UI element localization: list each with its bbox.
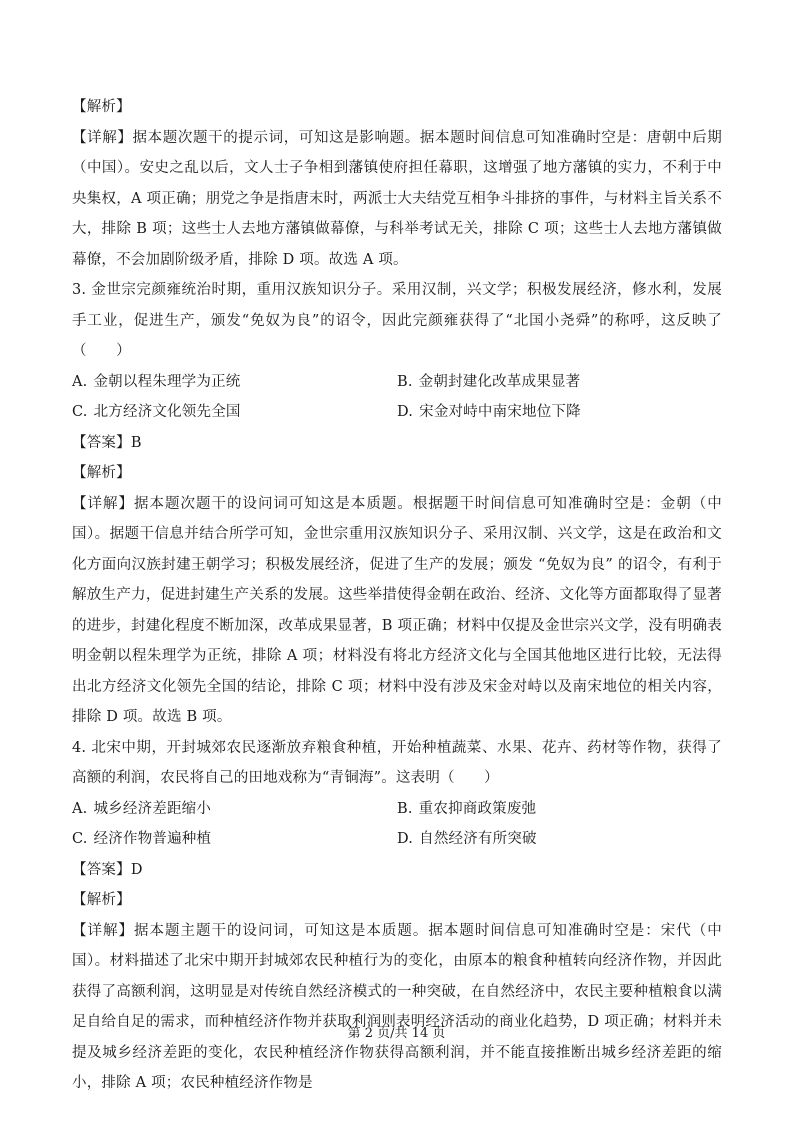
question-3-answer	[72, 428, 722, 459]
question-4-option-c	[72, 824, 397, 855]
option-text: 北方经济文化领先全国	[93, 404, 241, 420]
answer-tag: 【答案】	[72, 861, 131, 878]
page-content	[72, 92, 722, 1099]
option-text: 城乡经济差距缩小	[93, 800, 212, 817]
detail-tag: 【详解】	[72, 922, 134, 939]
question-3-option-c	[72, 397, 397, 428]
option-text: 经济作物普遍种植	[93, 831, 212, 847]
option-letter: C.	[72, 831, 88, 847]
question-4-detail	[72, 916, 722, 1099]
question-3-option-b	[397, 367, 722, 398]
option-text: 宋金对峙中南宋地位下降	[419, 404, 581, 420]
analysis-tag-prev: 【解析】	[72, 99, 131, 115]
option-letter: D.	[397, 831, 414, 847]
detail-text: 据本题次题干的设问词可知这是本质题。根据题干时间信息可知准确时空是：金朝（中国）。据题干信息并结合所学可知，金世宗重用汉族知识分子、采用汉制、兴文学，这是在政治和文化方面向汉族封建王朝学习；积极发展经济，促进了生产的发展；颁发 “免奴为良” 的诏令，有利于解放生产力，促进封建生产关系的发展。这些举措使得金朝在政治、经济、文化等方面都取得了显著的进步，封建化程度不断加深，改革成果显著，B 项正确；材料中仅提及金世宗兴文学，没有明确表明金朝以程朱理学为正统，排除 A 项；材料没有将北方经济文化与全国其他地区进行比较，无法得出北方经济文化领先全国的结论，排除 C 项；材料中没有涉及宋金对峙以及南宋地位的相关内容，排除 D 项。故选 B 项。	[72, 495, 722, 725]
option-letter: A.	[72, 373, 88, 390]
page-number-footer: 第 2 页/共 14 页	[347, 1026, 446, 1041]
answer-value: B	[130, 434, 142, 451]
detail-tag-prev: 【详解】	[72, 129, 133, 146]
question-4-option-d	[397, 824, 722, 855]
answer-tag: 【答案】	[72, 434, 131, 451]
option-letter: B.	[397, 800, 413, 817]
question-4-answer	[72, 855, 722, 886]
detail-tag: 【详解】	[72, 495, 134, 512]
question-3-analysis-tag: 【解析】	[72, 465, 131, 481]
option-letter: C.	[72, 404, 88, 420]
detail-text-prev: 据本题次题干的提示词，可知这是影响题。据本题时间信息可知准确时空是：唐朝中后期（中国）。安史之乱以后，文人士子争相到藩镇使府担任幕职，这增强了地方藩镇的实力，不利于中央集权，A 项正确；朋党之争是指唐末时，两派士大夫结党互相争斗排挤的事件，与材料主旨关系不大，排除 B 项；这些士人去地方藩镇做幕僚，与科举考试无关，排除 C 项；这些士人去地方藩镇做幕僚，不会加剧阶级矛盾，排除 D 项。故选 A 项。	[72, 129, 722, 268]
option-text: 金朝以程朱理学为正统	[93, 373, 241, 390]
question-3-option-d	[397, 397, 722, 428]
question-4-options	[72, 794, 722, 855]
option-text: 重农抑商政策废弛	[418, 800, 537, 817]
question-4-option-a	[72, 794, 397, 825]
answer-value: D	[130, 861, 143, 878]
question-3-detail	[72, 489, 722, 733]
option-text: 金朝封建化改革成果显著	[418, 373, 581, 390]
question-3-stem: 3. 金世宗完颜雍统治时期，重用汉族知识分子。采用汉制，兴文学；积极发展经济，修水利，发展手工业，促进生产，颁发“免奴为良”的诏令，因此完颜雍获得了“北国小尧舜”的称呼，这反映了（ ）	[72, 282, 722, 359]
question-4-stem: 4. 北宋中期，开封城郊农民逐渐放弃粮食种植，开始种植蔬菜、水果、花卉、药材等作物，获得了高额的利润，农民将自己的田地戏称为“青铜海”。这表明（ ）	[72, 739, 722, 786]
option-letter: B.	[397, 373, 413, 390]
question-4-analysis-tag: 【解析】	[72, 892, 131, 908]
option-text: 自然经济有所突破	[419, 831, 537, 847]
detail-paragraph-prev	[72, 123, 722, 276]
option-letter: D.	[397, 404, 414, 420]
detail-text: 据本题主题干的设问词，可知这是本质题。据本题时间信息可知准确时空是：宋代（中国）。材料描述了北宋中期开封城郊农民种植行为的变化，由原本的粮食种植转向经济作物，并因此获得了高额利润，这明显是对传统自然经济模式的一种突破，在自然经济中，农民主要种植粮食以满足自给自足的需求，而种植经济作物并获取利润则表明经济活动的商业化趋势，D 项正确；材料并未提及城乡经济差距的变化，农民种植经济作物获得高额利润，并不能直接推断出城乡经济差距的缩小，排除 A 项；农民种植经济作物是	[72, 922, 722, 1091]
option-letter: A.	[72, 800, 88, 817]
question-3-option-a	[72, 367, 397, 398]
question-3-options	[72, 367, 722, 428]
question-4-option-b	[397, 794, 722, 825]
